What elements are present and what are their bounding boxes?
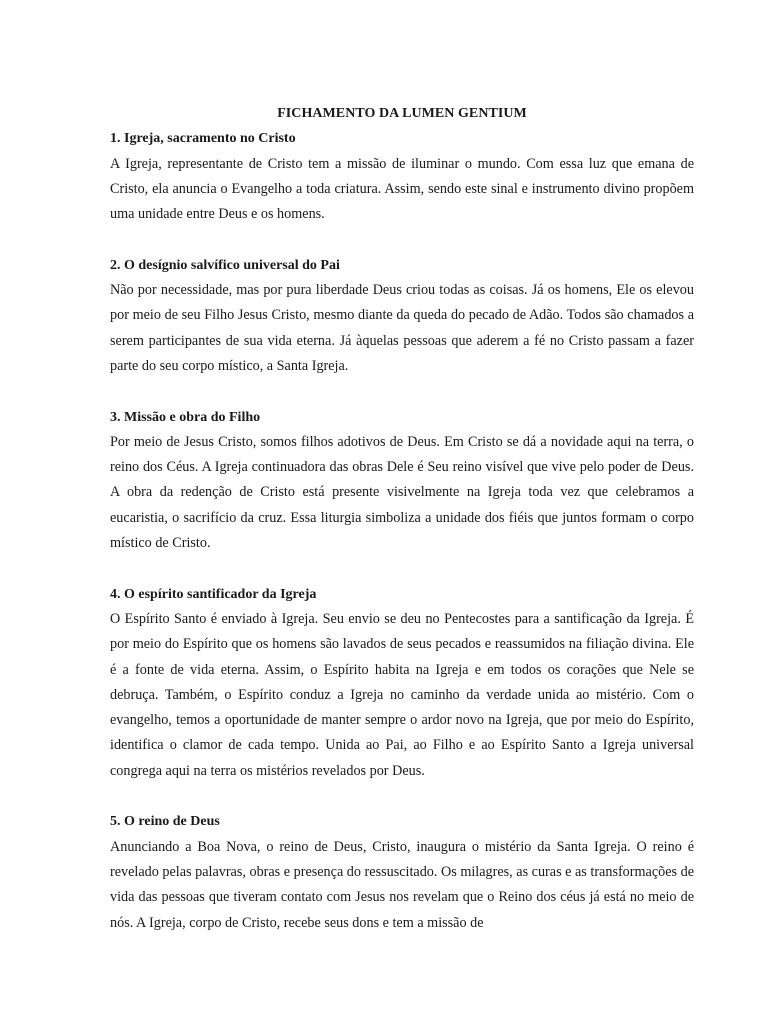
section-paragraph: Não por necessidade, mas por pura liberdade Deus criou todas as coisas. Já os homens, Ele os elevou por meio de seu Filho Jesus Cristo, mesmo diante da queda do pecado de Adão. Todos são chamados a serem participantes de sua vida eterna. Já àquelas pessoas que aderem a fé no Cristo passam a fazer parte do seu corpo místico, a Santa Igreja. — [110, 282, 694, 374]
section-heading: 2. O desígnio salvífico universal do Pai — [110, 257, 340, 273]
section-1 — [110, 126, 694, 227]
document-content — [110, 101, 694, 961]
section-paragraph: Anunciando a Boa Nova, o reino de Deus, Cristo, inaugura o mistério da Santa Igreja. O reino é revelado pelas palavras, obras e presença do ressuscitado. Os milagres, as curas e as transformações de vida das pessoas que tiveram contato com Jesus nos revelam que o Reino dos céus já está no meio de nós. A Igreja, corpo de Cristo, recebe seus dons e tem a missão de — [110, 838, 694, 931]
section-heading: 3. Missão e obra do Filho — [110, 409, 261, 425]
section-paragraph: Por meio de Jesus Cristo, somos filhos adotivos de Deus. Em Cristo se dá a novidade aqui na terra, o reino dos Céus. A Igreja continuadora das obras Dele é Seu reino visível que vive pelo poder de Deus. A obra da redenção de Cristo está presente visivelmente na Igreja toda vez que celebramos a eucaristia, o sacrifício da cruz. Essa liturgia simboliza a unidade dos fiéis que juntos formam o corpo místico de Cristo. — [110, 433, 694, 552]
section-heading: 1. Igreja, sacramento no Cristo — [110, 131, 296, 147]
section-paragraph: O Espírito Santo é enviado à Igreja. Seu envio se deu no Pentecostes para a santificação da Igreja. É por meio do Espírito que os homens são lavados de seus pecados e reassumidos na filiação divina. Ele é a fonte de vida eterna. Assim, o Espírito habita na Igreja e em todos os corações que Nele se debruça. Também, o Espírito conduz a Igreja no caminho da verdade unida ao mistério. Com o evangelho, temos a oportunidade de manter sempre o ardor novo na Igreja, que por meio do Espírito, identifica o clamor de cada tempo. Unida ao Pai, ao Filho e ao Espírito Santo a Igreja universal congrega aqui na terra os mistérios revelados por Deus. — [110, 610, 694, 779]
section-heading: 4. O espírito santificador da Igreja — [110, 586, 317, 602]
section-2 — [110, 253, 694, 379]
section-3 — [110, 405, 694, 557]
section-5 — [110, 809, 694, 935]
document-title: FICHAMENTO DA LUMEN GENTIUM — [277, 106, 527, 121]
section-heading: 5. O reino de Deus — [110, 814, 220, 830]
section-paragraph: A Igreja, representante de Cristo tem a missão de iluminar o mundo. Com essa luz que emana de Cristo, ela anuncia o Evangelho a toda criatura. Assim, sendo este sinal e instrumento divino propõem uma unidade entre Deus e os homens. — [110, 155, 694, 223]
section-4 — [110, 582, 694, 784]
